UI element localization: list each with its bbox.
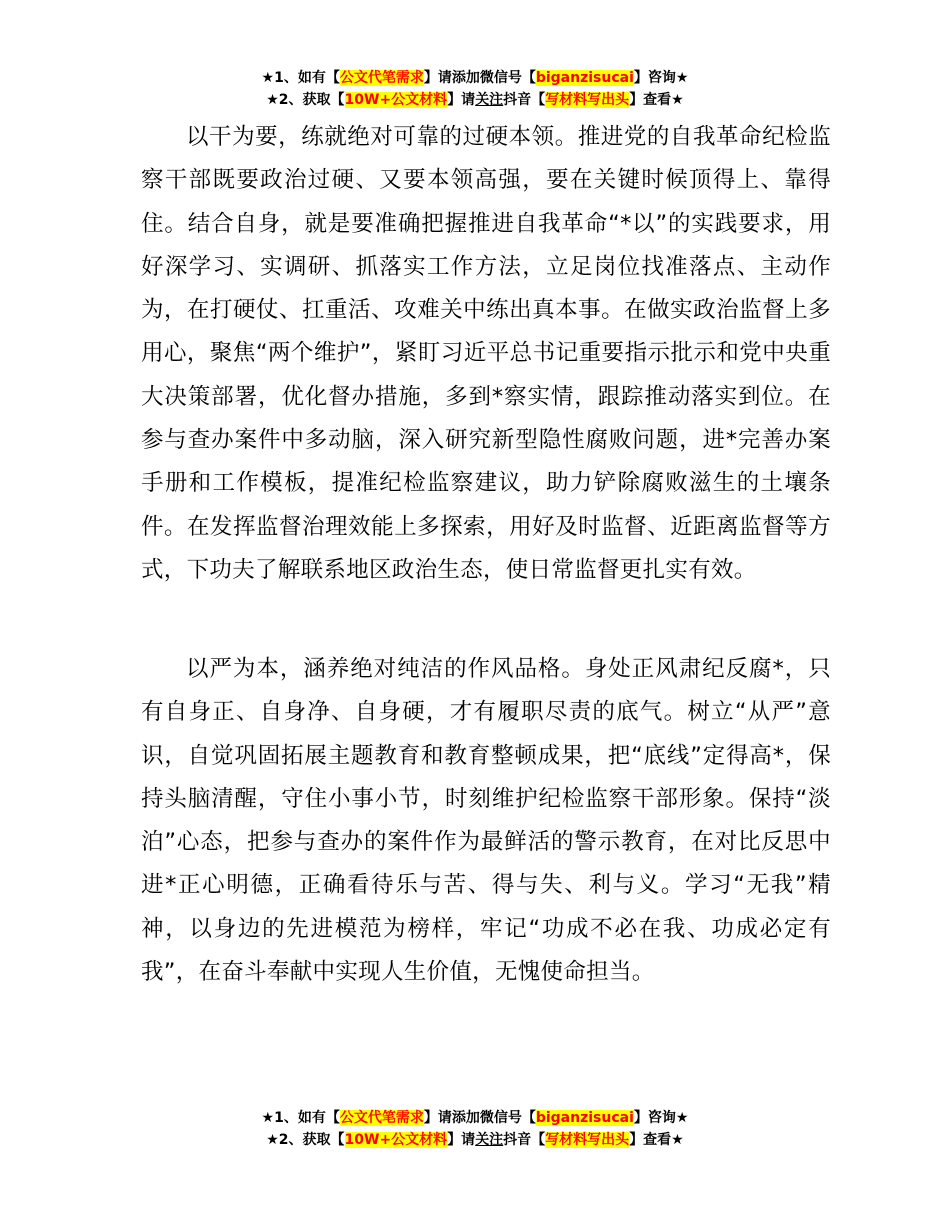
body-paragraph-2-container bbox=[141, 648, 831, 994]
promo-highlight-materials: 10W+公文材料 bbox=[344, 92, 448, 108]
bottom-promo-banner bbox=[0, 1107, 950, 1151]
promo-underlined-word: 关注 bbox=[475, 1132, 504, 1148]
promo-emphasis: 添加 bbox=[451, 70, 480, 86]
promo-text: 】查看★ bbox=[629, 92, 684, 108]
promo-highlight-douyin: 写材料写出头 bbox=[545, 1132, 630, 1148]
promo-text: 抖音【 bbox=[503, 92, 546, 108]
promo-text: 】咨询★ bbox=[633, 70, 689, 86]
promo-text: 微信号【 bbox=[479, 1110, 536, 1126]
promo-text: ★1、如有【 bbox=[261, 70, 340, 86]
body-paragraph: 以干为要，练就绝对可靠的过硬本领。推进党的自我革命纪检监察干部既要政治过硬、又要本领高强，要在关键时候顶得上、靠得住。结合自身，就是要准确把握推进自我革命“*以”的实践要求，用好深学习、实调研、抓落实工作方法，立足岗位找准落点、主动作为，在打硬仗、扛重活、攻难关中练出真本事。在做实政治监督上多用心，聚焦“两个维护”，紧盯习近平总书记重要指示批示和党中央重大决策部署，优化督办措施，多到*察实情，跟踪推动落实到位。在参与查办案件中多动脑，深入研究新型隐性腐败问题，进*完善办案手册和工作模板，提准纪检监察建议，助力铲除腐败滋生的土壤条件。在发挥监督治理效能上多探索，用好及时监督、近距离监督等方式，下功夫了解联系地区政治生态，使日常监督更扎实有效。 bbox=[141, 124, 831, 583]
promo-highlight-service: 公文代笔需求 bbox=[339, 70, 424, 86]
promo-line-2 bbox=[0, 1129, 950, 1151]
promo-text: 】咨询★ bbox=[633, 1110, 689, 1126]
body-paragraph-1-container bbox=[141, 116, 831, 592]
promo-highlight-materials: 10W+公文材料 bbox=[344, 1132, 448, 1148]
promo-text: 】查看★ bbox=[629, 1132, 684, 1148]
promo-underlined-word: 关注 bbox=[475, 92, 504, 108]
promo-highlight-service: 公文代笔需求 bbox=[339, 1110, 424, 1126]
promo-text: 】请 bbox=[447, 92, 476, 108]
promo-highlight-douyin: 写材料写出头 bbox=[545, 92, 630, 108]
promo-line-1 bbox=[0, 1107, 950, 1129]
body-paragraph: 以严为本，涵养绝对纯洁的作风品格。身处正风肃纪反腐*，只有自身正、自身净、自身硬，才有履职尽责的底气。树立“从严”意识，自觉巩固拓展主题教育和教育整顿成果，把“底线”定得高*，保持头脑清醒，守住小事小节，时刻维护纪检监察干部形象。保持“淡泊”心态，把参与查办的案件作为最鲜活的警示教育，在对比反思中进*正心明德，正确看待乐与苦、得与失、利与义。学习“无我”精神，以身边的先进模范为榜样，牢记“功成不必在我、功成必定有我”，在奋斗奉献中实现人生价值，无愧使命担当。 bbox=[141, 656, 831, 986]
top-promo-banner bbox=[0, 67, 950, 111]
promo-text: 微信号【 bbox=[479, 70, 536, 86]
promo-line-2 bbox=[0, 89, 950, 111]
promo-text: ★2、获取【 bbox=[266, 1132, 345, 1148]
promo-line-1 bbox=[0, 67, 950, 89]
promo-text: 】请 bbox=[423, 1110, 452, 1126]
promo-emphasis: 添加 bbox=[451, 1110, 480, 1126]
promo-text: 】请 bbox=[423, 70, 452, 86]
promo-highlight-wechat-id: biganzisucai bbox=[535, 1110, 634, 1126]
promo-text: 】请 bbox=[447, 1132, 476, 1148]
promo-text: ★1、如有【 bbox=[261, 1110, 340, 1126]
promo-text: 抖音【 bbox=[503, 1132, 546, 1148]
promo-highlight-wechat-id: biganzisucai bbox=[535, 70, 634, 86]
promo-text: ★2、获取【 bbox=[266, 92, 345, 108]
